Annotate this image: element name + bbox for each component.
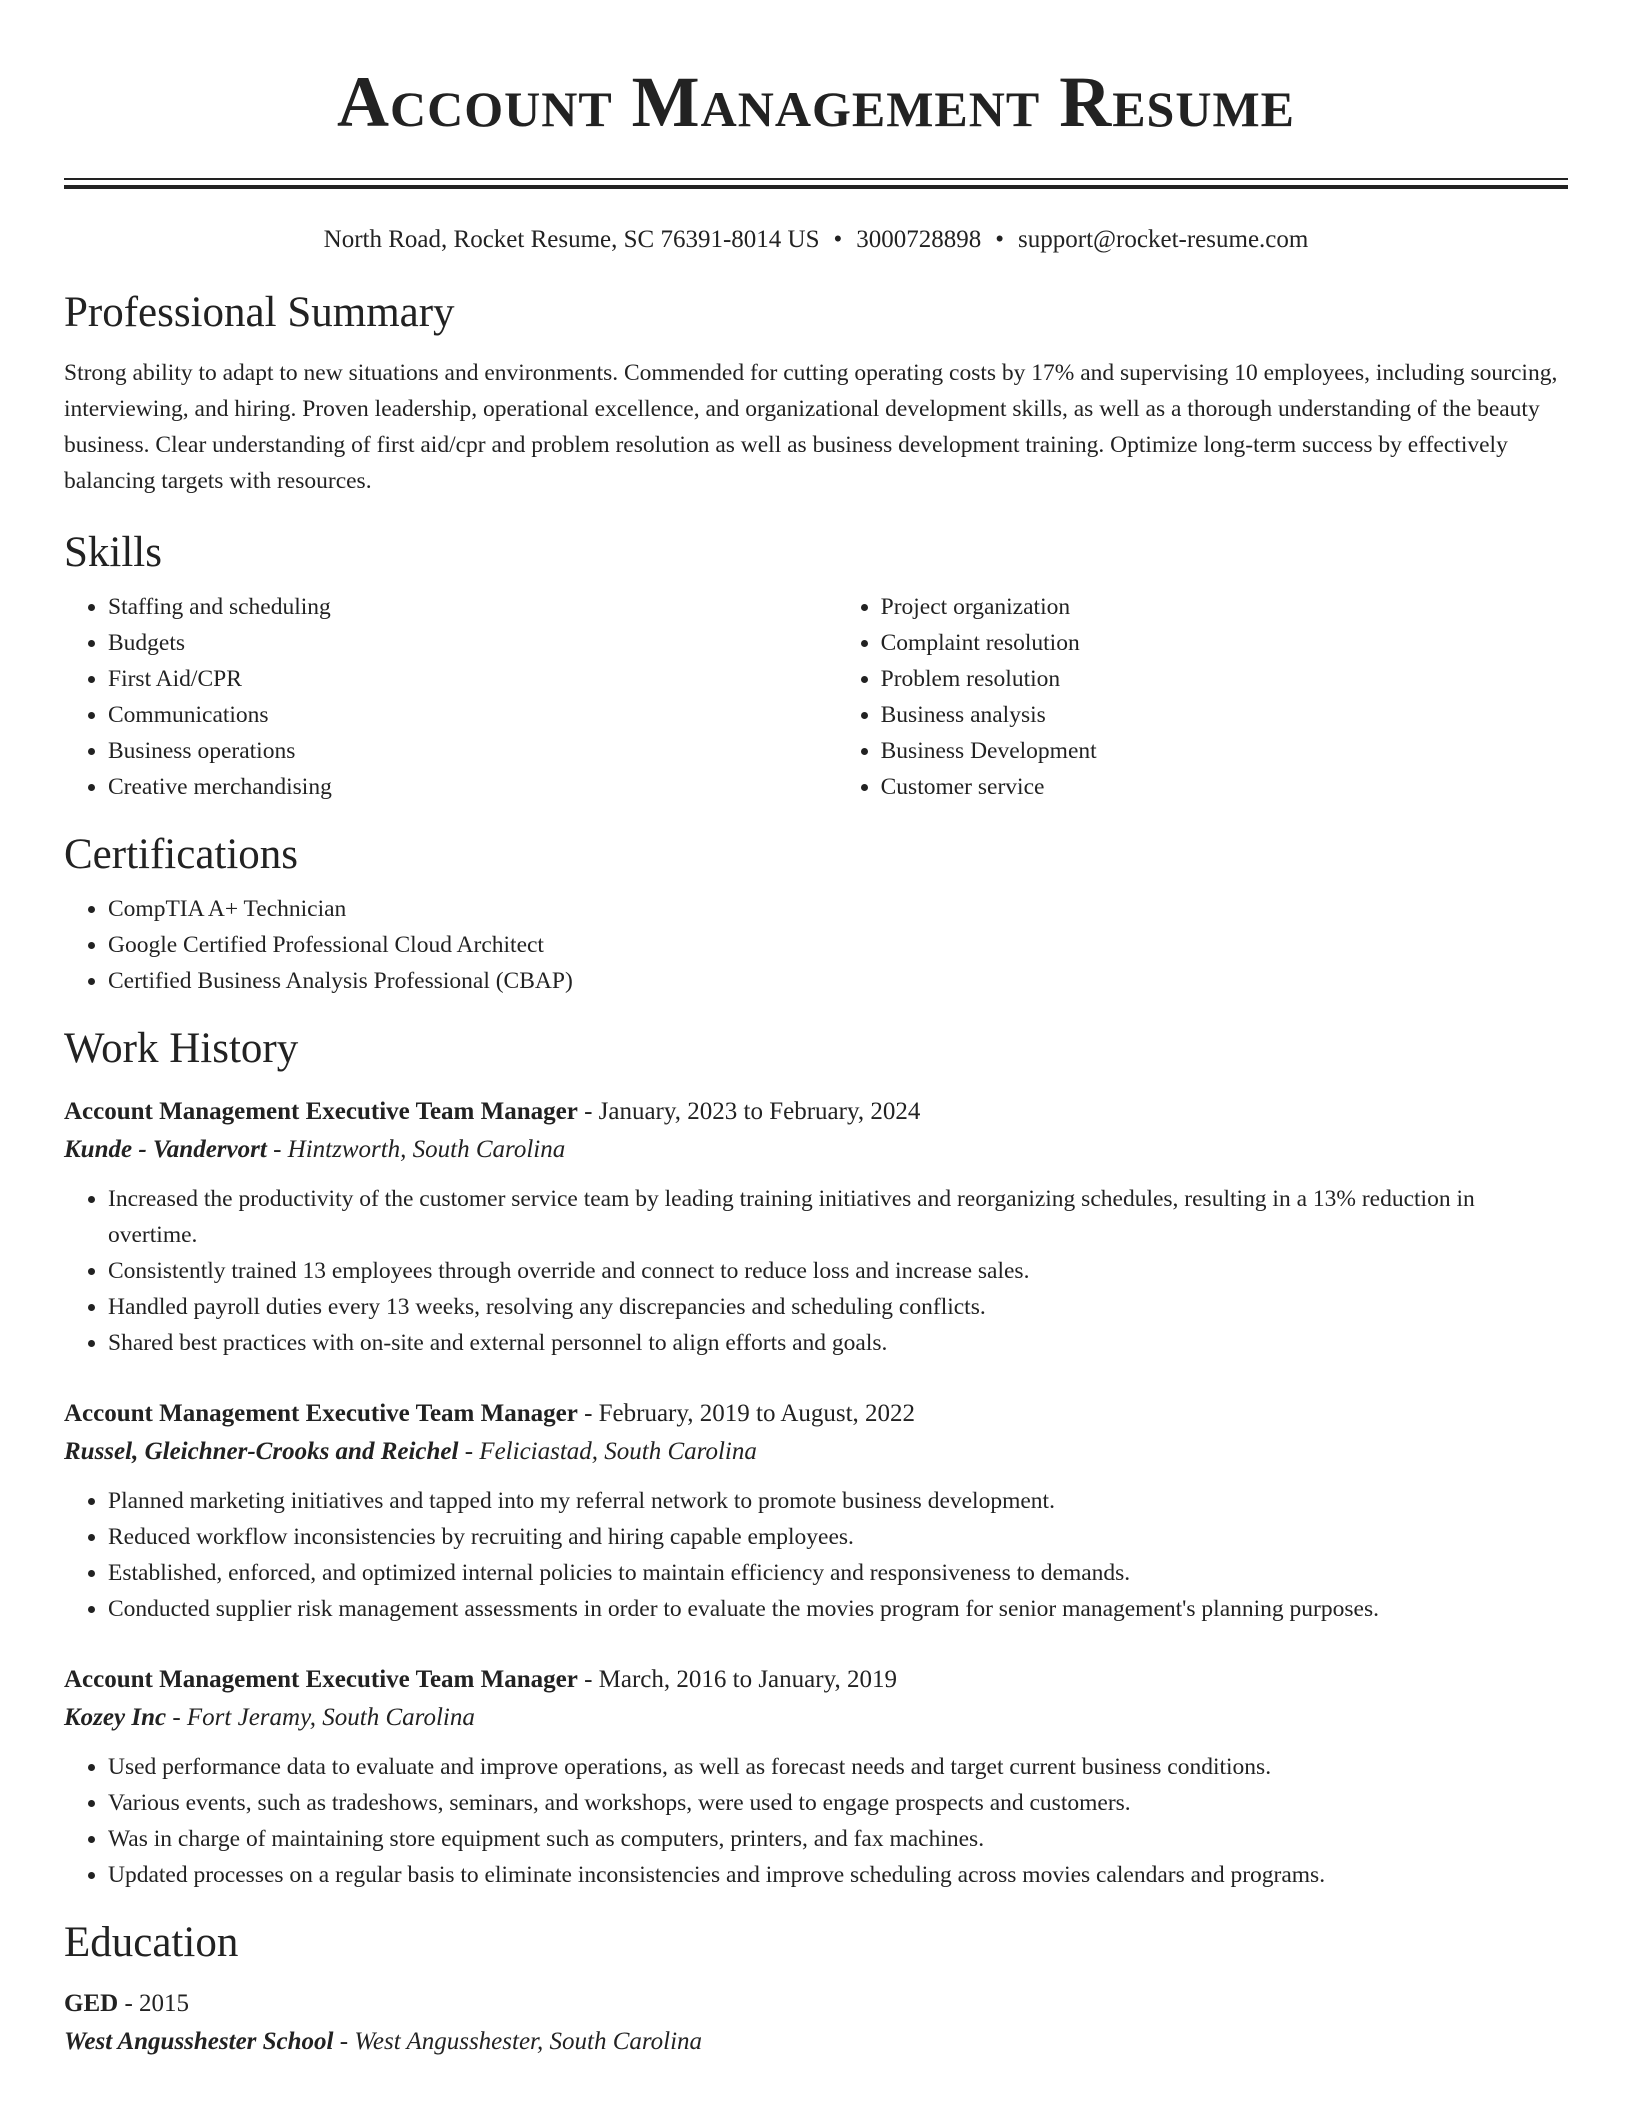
- job-bullets: [64, 1181, 1568, 1361]
- job-company: Kunde - Vandervort: [64, 1136, 267, 1163]
- job-bullets: [64, 1749, 1568, 1893]
- contact-separator: •: [995, 226, 1005, 253]
- contact-line: [64, 223, 1568, 257]
- contact-phone: 3000728898: [856, 226, 982, 253]
- skills-heading: Skills: [64, 529, 162, 576]
- job-bullet: • Increased the productivity of the customer service team by leading training initiatives and reorganizing schedules, resulting in a 13% reduction in overtime.: [108, 1181, 1568, 1253]
- job-title-line: [64, 1093, 1568, 1131]
- education-school-line: [64, 2023, 1568, 2061]
- job-dates: - March, 2016 to January, 2019: [577, 1666, 897, 1693]
- job-title-line: [64, 1395, 1568, 1433]
- skill-item: • Project organization: [881, 589, 1568, 625]
- summary-section: [64, 287, 1568, 499]
- skill-item: • First Aid/CPR: [108, 661, 837, 697]
- job-bullet: • Was in charge of maintaining store equipment such as computers, printers, and fax machines.: [108, 1821, 1568, 1857]
- job-company-line: [64, 1699, 1568, 1737]
- education-location: - West Angusshester, South Carolina: [333, 2028, 703, 2055]
- job-entry: [64, 1093, 1568, 1361]
- certification-item: • Certified Business Analysis Professional (CBAP): [108, 963, 1568, 999]
- job-title: Account Management Executive Team Manager: [64, 1666, 578, 1693]
- certifications-heading: Certifications: [64, 831, 299, 878]
- skill-item: • Customer service: [881, 769, 1568, 805]
- resume-title: Account Management Resume: [337, 62, 1295, 142]
- certifications-list: [64, 891, 1568, 999]
- title-divider: [64, 178, 1568, 189]
- skill-item: • Communications: [108, 697, 837, 733]
- job-dates: - February, 2019 to August, 2022: [577, 1400, 916, 1427]
- skill-item: • Business operations: [108, 733, 837, 769]
- job-entry: [64, 1395, 1568, 1627]
- skills-section: [64, 527, 1568, 805]
- job-bullets: [64, 1483, 1568, 1627]
- skills-grid: [64, 589, 1568, 805]
- job-title: Account Management Executive Team Manager: [64, 1400, 578, 1427]
- job-bullet: • Planned marketing initiatives and tapped into my referral network to promote business development.: [108, 1483, 1568, 1519]
- education-heading: Education: [64, 1919, 239, 1966]
- job-bullet: • Updated processes on a regular basis to eliminate inconsistencies and improve scheduling across movies calendars and programs.: [108, 1857, 1568, 1893]
- skill-item: • Budgets: [108, 625, 837, 661]
- education-degree: GED: [64, 1990, 119, 2017]
- skills-left-list: [64, 589, 837, 805]
- job-bullet: • Shared best practices with on-site and external personnel to align efforts and goals.: [108, 1325, 1568, 1361]
- job-company: Kozey Inc: [64, 1704, 167, 1731]
- education-year: - 2015: [118, 1990, 190, 2017]
- contact-email: support@rocket-resume.com: [1018, 226, 1309, 253]
- work-history-heading: Work History: [64, 1025, 299, 1072]
- job-title-line: [64, 1661, 1568, 1699]
- job-company-line: [64, 1433, 1568, 1471]
- education-section: [64, 1917, 1568, 2061]
- certifications-section: [64, 829, 1568, 999]
- contact-address: North Road, Rocket Resume, SC 76391-8014 US: [323, 226, 820, 253]
- skills-right-list: [837, 589, 1568, 805]
- skill-item: • Problem resolution: [881, 661, 1568, 697]
- work-history-section: [64, 1023, 1568, 1893]
- job-dates: - January, 2023 to February, 2024: [577, 1098, 921, 1125]
- skill-item: • Staffing and scheduling: [108, 589, 837, 625]
- summary-text: Strong ability to adapt to new situations and environments. Commended for cutting operating costs by 17% and supervising 10 employees, including sourcing, interviewing, and hiring. Proven leadership, operational excellence, and organizational development skills, as well as a thorough understanding of the beauty business. Clear understanding of first aid/cpr and problem resolution as well as business development training. Optimize long-term success by effectively balancing targets with resources.: [64, 360, 1558, 494]
- job-company: Russel, Gleichner-Crooks and Reichel: [64, 1438, 459, 1465]
- job-bullet: • Handled payroll duties every 13 weeks, resolving any discrepancies and scheduling conflicts.: [108, 1289, 1568, 1325]
- job-location: - Hintzworth, South Carolina: [266, 1136, 566, 1163]
- skill-item: • Creative merchandising: [108, 769, 837, 805]
- skill-item: • Business Development: [881, 733, 1568, 769]
- job-location: - Fort Jeramy, South Carolina: [166, 1704, 475, 1731]
- job-title: Account Management Executive Team Manager: [64, 1098, 578, 1125]
- job-bullet: • Used performance data to evaluate and improve operations, as well as forecast needs and target current business conditions.: [108, 1749, 1568, 1785]
- job-location: - Feliciastad, South Carolina: [458, 1438, 757, 1465]
- job-bullet: • Conducted supplier risk management assessments in order to evaluate the movies program for senior management's planning purposes.: [108, 1591, 1568, 1627]
- certification-item: • Google Certified Professional Cloud Architect: [108, 927, 1568, 963]
- summary-heading: Professional Summary: [64, 289, 455, 336]
- job-company-line: [64, 1131, 1568, 1169]
- job-bullet: • Reduced workflow inconsistencies by recruiting and hiring capable employees.: [108, 1519, 1568, 1555]
- certification-item: • CompTIA A+ Technician: [108, 891, 1568, 927]
- contact-separator: •: [833, 226, 843, 253]
- job-bullet: • Established, enforced, and optimized internal policies to maintain efficiency and responsiveness to demands.: [108, 1555, 1568, 1591]
- job-entry: [64, 1661, 1568, 1893]
- skill-item: • Business analysis: [881, 697, 1568, 733]
- job-bullet: • Various events, such as tradeshows, seminars, and workshops, were used to engage prospects and customers.: [108, 1785, 1568, 1821]
- education-school: West Angusshester School: [64, 2028, 334, 2055]
- education-degree-line: [64, 1985, 1568, 2023]
- job-bullet: • Consistently trained 13 employees through override and connect to reduce loss and increase sales.: [108, 1253, 1568, 1289]
- skill-item: • Complaint resolution: [881, 625, 1568, 661]
